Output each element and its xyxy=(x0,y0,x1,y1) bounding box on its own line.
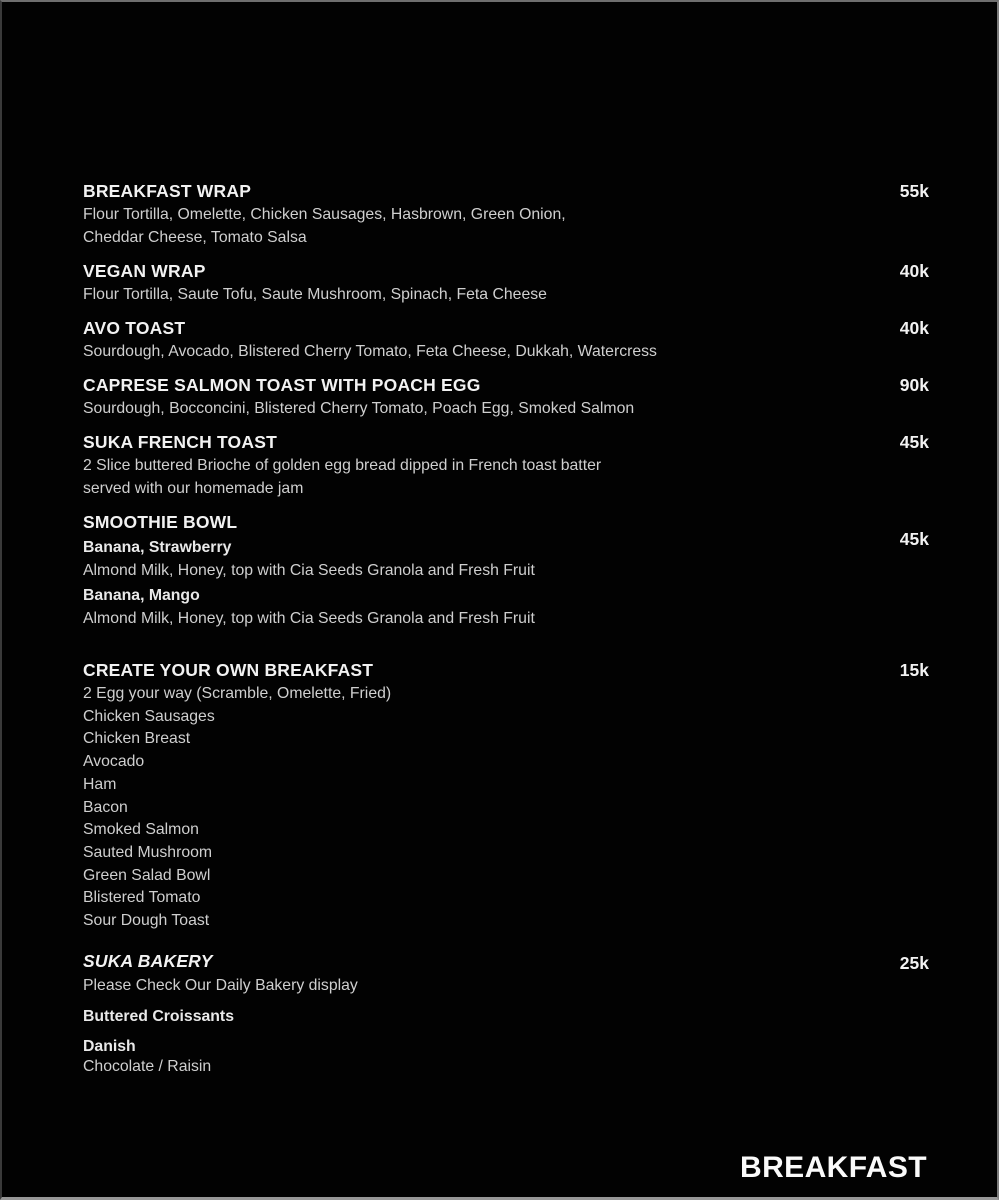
menu-content xyxy=(83,179,929,1087)
variant-description: Almond Milk, Honey, top with Cia Seeds Granola and Fresh Fruit xyxy=(83,562,535,579)
option-item: 2 Egg your way (Scramble, Omelette, Fried) xyxy=(83,685,392,702)
option-item: Blistered Tomato xyxy=(83,889,201,907)
item-description: served with our homemade jam xyxy=(83,480,304,497)
option-item: Sour Dough Toast xyxy=(83,912,210,930)
menu-item-vegan-wrap xyxy=(83,259,929,306)
item-description: Flour Tortilla, Omelette, Chicken Sausages, Hasbrown, Green Onion, xyxy=(83,206,566,223)
item-price: 90k xyxy=(899,375,929,395)
item-price: 45k xyxy=(899,529,929,549)
option-item: Chicken Sausages xyxy=(83,707,215,725)
item-header-row xyxy=(83,179,929,203)
item-header-row xyxy=(83,658,929,682)
menu-item-smoothie-bowl xyxy=(83,510,929,630)
item-title: SUKA BAKERY xyxy=(83,950,213,971)
item-price: 25k xyxy=(899,952,929,973)
menu-item-breakfast-wrap xyxy=(83,179,929,249)
item-price: 40k xyxy=(899,318,929,338)
smoothie-variant-row xyxy=(83,529,929,559)
menu-item-avo-toast xyxy=(83,316,929,363)
item-description: Sourdough, Avocado, Blistered Cherry Tomato, Feta Cheese, Dukkah, Watercress xyxy=(83,343,657,360)
option-item: Avocado xyxy=(83,753,145,771)
bakery-item-label: Buttered Croissants xyxy=(83,1007,234,1025)
option-item: Smoked Salmon xyxy=(83,821,199,839)
item-title: BREAKFAST WRAP xyxy=(83,181,252,201)
variant-label: Banana, Mango xyxy=(83,587,200,604)
item-price: 45k xyxy=(899,432,929,452)
option-item: Green Salad Bowl xyxy=(83,866,211,884)
item-price: 15k xyxy=(899,660,929,680)
item-description: Sourdough, Bocconcini, Blistered Cherry Tomato, Poach Egg, Smoked Salmon xyxy=(83,400,635,417)
menu-item-caprese-salmon-toast xyxy=(83,373,929,420)
menu-item-suka-bakery xyxy=(83,951,929,1077)
item-price: 55k xyxy=(899,181,929,201)
option-item: Bacon xyxy=(83,798,128,816)
item-header-row xyxy=(83,316,929,340)
item-header-row xyxy=(83,951,929,975)
option-item: Chicken Breast xyxy=(83,730,191,748)
create-options-list xyxy=(83,683,929,933)
item-header-row xyxy=(83,430,929,454)
item-description: Cheddar Cheese, Tomato Salsa xyxy=(83,229,307,246)
item-header-row xyxy=(83,373,929,397)
item-title: SUKA FRENCH TOAST xyxy=(83,432,277,452)
option-item: Sauted Mushroom xyxy=(83,843,213,861)
item-header-row xyxy=(83,259,929,283)
bakery-item-description: Chocolate / Raisin xyxy=(83,1057,212,1075)
variant-description: Almond Milk, Honey, top with Cia Seeds Granola and Fresh Fruit xyxy=(83,610,535,627)
item-price: 40k xyxy=(899,261,929,281)
item-title: CAPRESE SALMON TOAST WITH POACH EGG xyxy=(83,375,481,395)
bakery-item-label: Danish xyxy=(83,1037,136,1055)
item-description: 2 Slice buttered Brioche of golden egg bread dipped in French toast batter xyxy=(83,457,602,474)
menu-item-create-your-own xyxy=(83,658,929,933)
bakery-note: Please Check Our Daily Bakery display xyxy=(83,976,358,994)
item-header-row xyxy=(83,510,929,534)
page-footer-title: BREAKFAST xyxy=(740,1151,927,1184)
item-title: CREATE YOUR OWN BREAKFAST xyxy=(83,660,374,680)
item-description: Flour Tortilla, Saute Tofu, Saute Mushroom, Spinach, Feta Cheese xyxy=(83,286,547,303)
option-item: Ham xyxy=(83,775,117,793)
item-title: SMOOTHIE BOWL xyxy=(83,512,238,532)
item-title: AVO TOAST xyxy=(83,318,186,338)
menu-item-suka-french-toast xyxy=(83,430,929,500)
variant-label: Banana, Strawberry xyxy=(83,539,232,556)
item-title: VEGAN WRAP xyxy=(83,261,206,281)
